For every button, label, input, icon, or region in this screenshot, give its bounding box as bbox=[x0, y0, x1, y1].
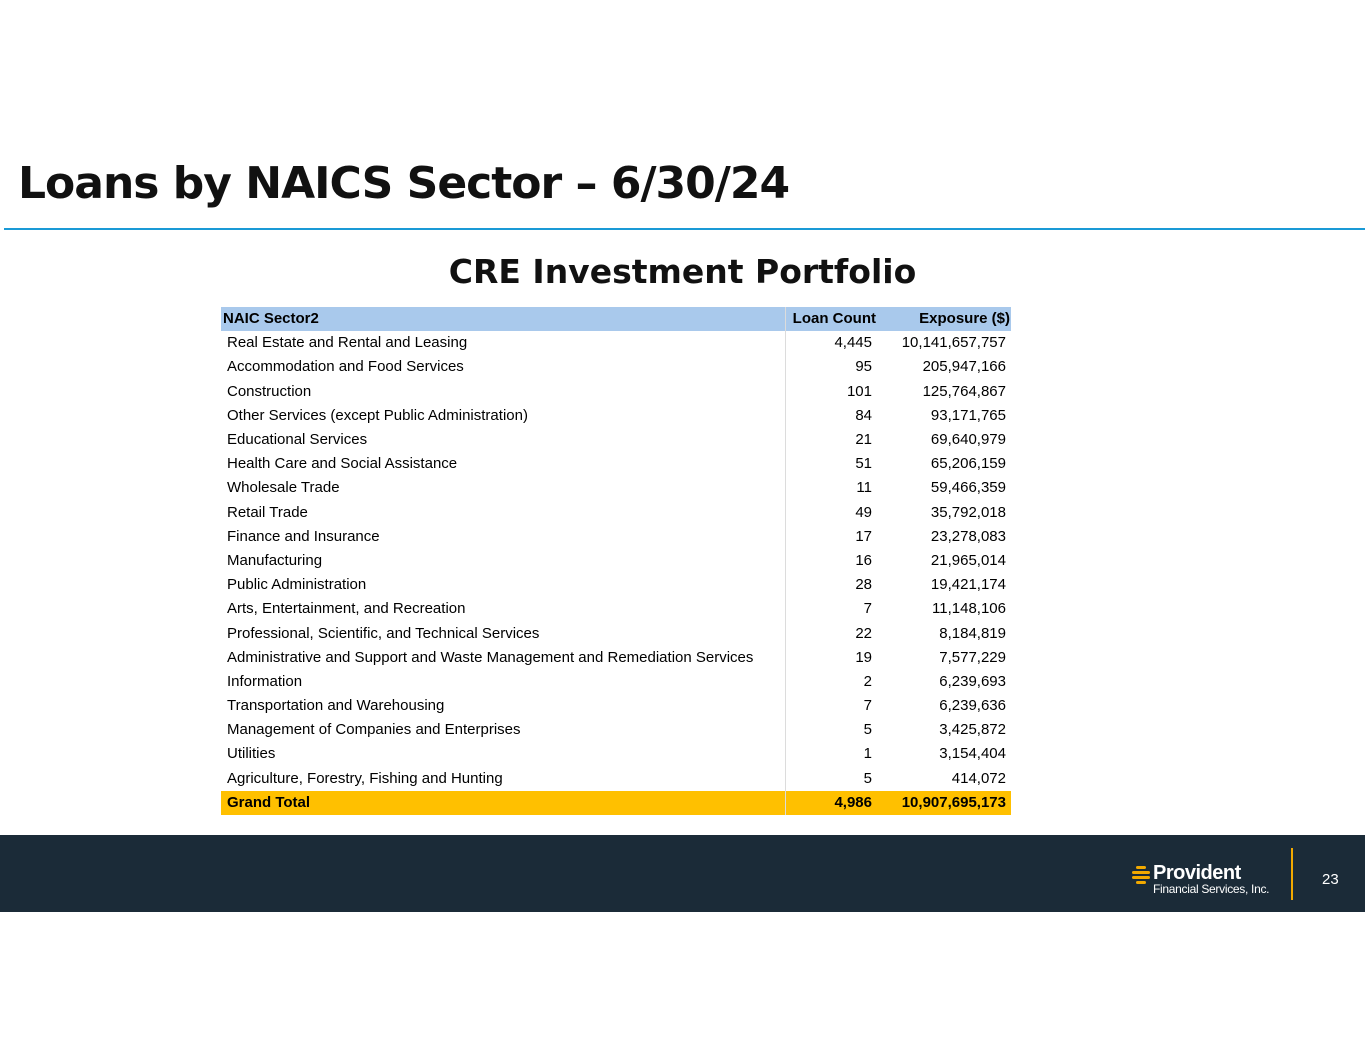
table-body bbox=[221, 331, 1011, 791]
loan-count-cell: 101 bbox=[846, 382, 872, 400]
table-row bbox=[221, 404, 1011, 428]
table-row bbox=[221, 525, 1011, 549]
loan-count-cell: 21 bbox=[855, 431, 872, 449]
exposure-cell: 93,171,765 bbox=[930, 406, 1006, 424]
exposure-cell: 7,577,229 bbox=[939, 648, 1006, 666]
grand-total-label: Grand Total bbox=[221, 791, 785, 815]
sector-cell: Health Care and Social Assistance bbox=[221, 452, 785, 476]
exposure-cell: 414,072 bbox=[951, 769, 1006, 787]
slide-title: Loans by NAICS Sector – 6/30/24 bbox=[18, 158, 790, 209]
title-divider bbox=[4, 228, 1365, 230]
loan-count-cell: 84 bbox=[855, 406, 872, 424]
loan-count-cell: 95 bbox=[855, 358, 872, 376]
logo-name: Provident bbox=[1153, 862, 1241, 884]
sector-cell: Administrative and Support and Waste Management and Remediation Services bbox=[221, 646, 785, 670]
table-row bbox=[221, 501, 1011, 525]
sector-cell: Other Services (except Public Administration) bbox=[221, 404, 785, 428]
sector-cell: Transportation and Warehousing bbox=[221, 694, 785, 718]
table-header-row bbox=[221, 307, 1011, 331]
exposure-cell: 65,206,159 bbox=[930, 455, 1006, 473]
loan-count-cell: 7 bbox=[863, 600, 872, 618]
exposure-cell: 6,239,636 bbox=[939, 697, 1006, 715]
provident-logo-icon bbox=[1131, 865, 1151, 885]
exposure-cell: 69,640,979 bbox=[930, 431, 1006, 449]
footer-divider bbox=[1291, 848, 1293, 900]
table-row bbox=[221, 742, 1011, 766]
sector-cell: Professional, Scientific, and Technical Services bbox=[221, 621, 785, 645]
sector-cell: Wholesale Trade bbox=[221, 476, 785, 500]
table-row bbox=[221, 694, 1011, 718]
exposure-cell: 59,466,359 bbox=[930, 479, 1006, 497]
loan-count-cell: 16 bbox=[855, 551, 872, 569]
grand-total-exposure: 10,907,695,173 bbox=[881, 791, 1011, 815]
sector-cell: Construction bbox=[221, 380, 785, 404]
table-row bbox=[221, 646, 1011, 670]
logo-subtitle: Financial Services, Inc. bbox=[1153, 882, 1270, 896]
exposure-cell: 11,148,106 bbox=[932, 600, 1006, 618]
sector-cell: Finance and Insurance bbox=[221, 525, 785, 549]
sector-cell: Arts, Entertainment, and Recreation bbox=[221, 597, 785, 621]
exposure-cell: 23,278,083 bbox=[930, 527, 1006, 545]
header-sector: NAIC Sector2 bbox=[221, 307, 785, 331]
loan-count-cell: 5 bbox=[863, 721, 872, 739]
loan-count-cell: 51 bbox=[855, 455, 872, 473]
exposure-cell: 21,965,014 bbox=[930, 551, 1006, 569]
sector-cell: Utilities bbox=[221, 742, 785, 766]
loan-count-cell: 28 bbox=[855, 576, 872, 594]
sector-cell: Public Administration bbox=[221, 573, 785, 597]
exposure-cell: 35,792,018 bbox=[930, 503, 1006, 521]
table-row bbox=[221, 767, 1011, 791]
loan-count-cell: 17 bbox=[855, 527, 872, 545]
loan-count-cell: 1 bbox=[863, 745, 872, 763]
table-row bbox=[221, 549, 1011, 573]
table-row bbox=[221, 573, 1011, 597]
table-row bbox=[221, 476, 1011, 500]
header-exposure: Exposure ($) bbox=[881, 307, 1011, 331]
sector-cell: Educational Services bbox=[221, 428, 785, 452]
page-number: 23 bbox=[1322, 871, 1339, 888]
table-row bbox=[221, 331, 1011, 355]
exposure-cell: 8,184,819 bbox=[939, 624, 1006, 642]
exposure-cell: 6,239,693 bbox=[939, 672, 1006, 690]
exposure-cell: 205,947,166 bbox=[922, 358, 1006, 376]
naics-sector-table bbox=[221, 307, 1012, 815]
sector-cell: Retail Trade bbox=[221, 501, 785, 525]
grand-total-row bbox=[221, 791, 1011, 815]
exposure-cell: 19,421,174 bbox=[930, 576, 1006, 594]
table-row bbox=[221, 355, 1011, 379]
header-loan-count: Loan Count bbox=[785, 307, 881, 331]
loan-count-cell: 11 bbox=[856, 479, 872, 497]
exposure-cell: 10,141,657,757 bbox=[901, 334, 1006, 352]
loan-count-cell: 7 bbox=[863, 697, 872, 715]
loan-count-cell: 19 bbox=[855, 648, 872, 666]
table-row bbox=[221, 670, 1011, 694]
sector-cell: Information bbox=[221, 670, 785, 694]
loan-count-cell: 5 bbox=[863, 769, 872, 787]
exposure-cell: 125,764,867 bbox=[922, 382, 1006, 400]
exposure-cell: 3,425,872 bbox=[939, 721, 1006, 739]
loan-count-cell: 4,445 bbox=[834, 334, 872, 352]
sector-cell: Agriculture, Forestry, Fishing and Hunting bbox=[221, 767, 785, 791]
loan-count-cell: 49 bbox=[855, 503, 872, 521]
table-row bbox=[221, 621, 1011, 645]
table-row bbox=[221, 718, 1011, 742]
exposure-cell: 3,154,404 bbox=[939, 745, 1006, 763]
table-title: CRE Investment Portfolio bbox=[448, 252, 917, 291]
table-row bbox=[221, 380, 1011, 404]
table-row bbox=[221, 428, 1011, 452]
loan-count-cell: 22 bbox=[855, 624, 872, 642]
sector-cell: Accommodation and Food Services bbox=[221, 355, 785, 379]
table-row bbox=[221, 452, 1011, 476]
loan-count-cell: 2 bbox=[863, 672, 872, 690]
grand-total-loan-count: 4,986 bbox=[785, 791, 881, 815]
table-row bbox=[221, 597, 1011, 621]
sector-cell: Real Estate and Rental and Leasing bbox=[221, 331, 785, 355]
sector-cell: Management of Companies and Enterprises bbox=[221, 718, 785, 742]
sector-cell: Manufacturing bbox=[221, 549, 785, 573]
provident-logo bbox=[1131, 864, 1281, 900]
